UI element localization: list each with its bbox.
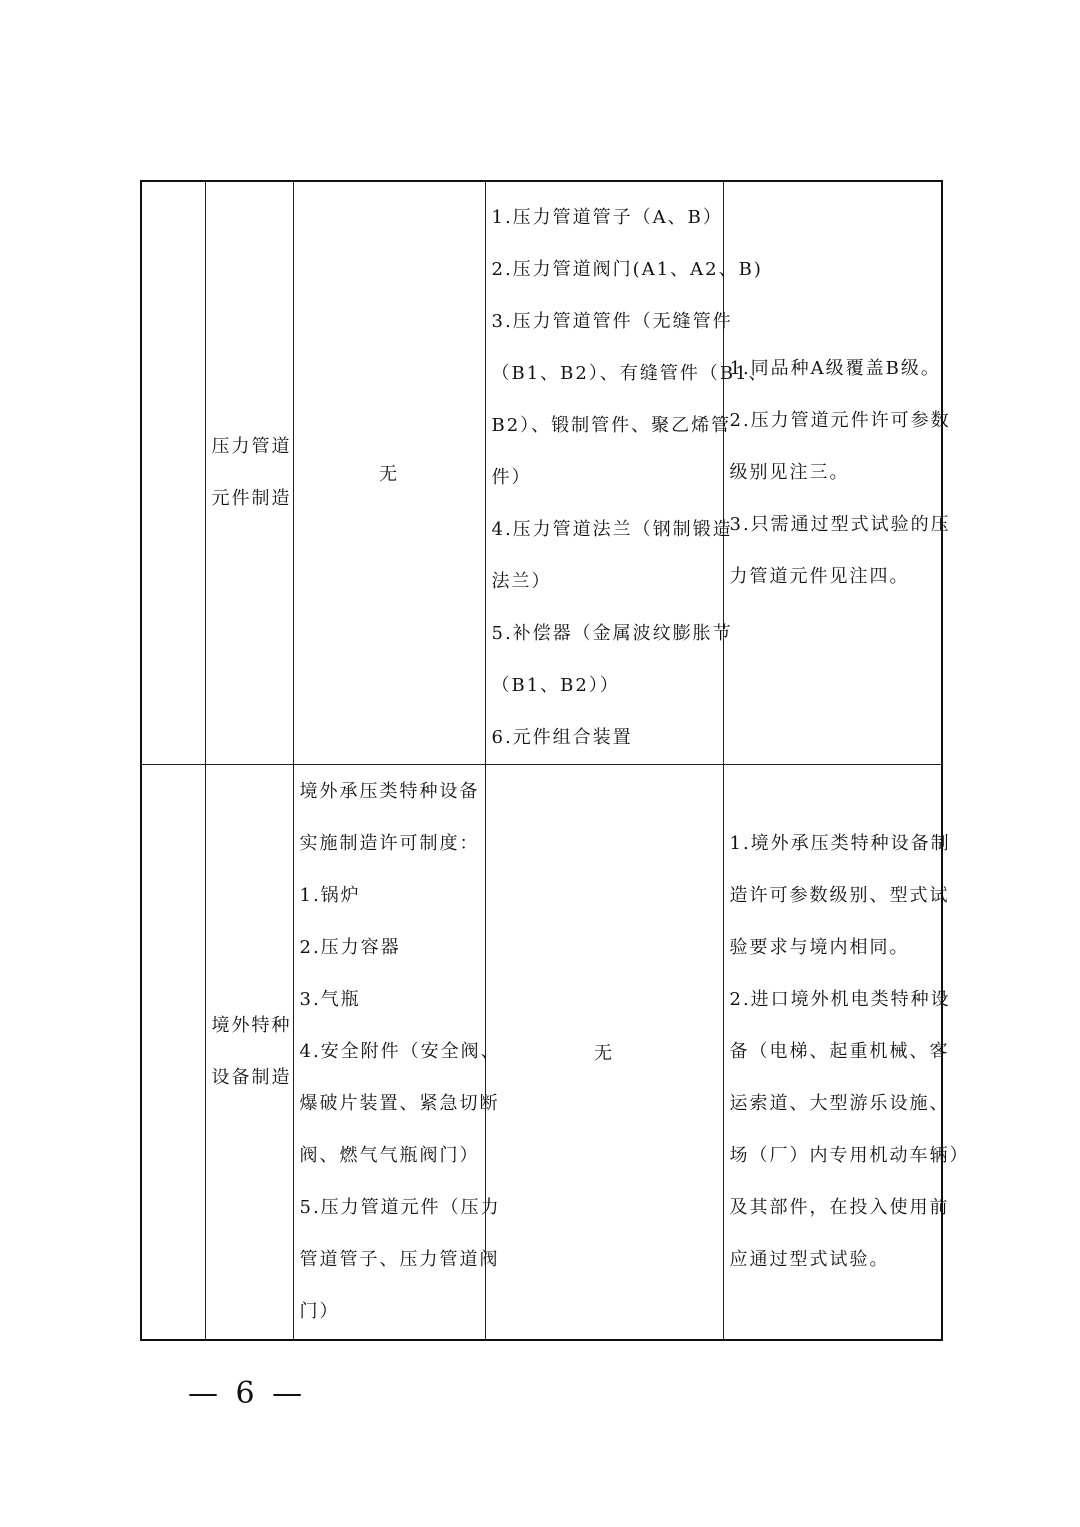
requirement-line: 1.锅炉: [299, 884, 361, 906]
note-line: 运索道、大型游乐设施、: [729, 1092, 950, 1114]
item-line: （B1、B2））: [491, 675, 620, 696]
note-line: 场（厂）内专用机动车辆）: [729, 1144, 970, 1166]
item-line: 5.补偿器（金属波纹膨胀节: [491, 623, 733, 644]
note-line: 2.压力管道元件许可参数: [729, 410, 951, 431]
table-row-overseas-equipment: [141, 765, 942, 1340]
note-line: 应通过型式试验。: [729, 1248, 890, 1270]
requirement-line: 5.压力管道元件（压力: [299, 1196, 501, 1218]
requirement-cell: [293, 765, 501, 1340]
note-line: 1.同品种A级覆盖B级。: [729, 358, 941, 379]
item-line: 1.压力管道管子（A、B）: [491, 207, 723, 228]
item-line: 法兰）: [491, 571, 552, 592]
item-line: B2）、锻制管件、聚乙烯管: [491, 415, 732, 436]
requirement-cell: [293, 181, 485, 765]
requirement-line: 实施制造许可制度：: [299, 832, 480, 854]
requirement-line: 管道管子、压力管道阀: [299, 1248, 500, 1270]
note-line: 级别见注三。: [729, 462, 850, 483]
blank-cell: [141, 181, 205, 765]
item-line: 2.压力管道阀门(A1、A2、B): [491, 259, 763, 280]
notes-cell: [723, 765, 970, 1340]
category-cell: [205, 181, 293, 765]
category-line: 设备制造: [211, 1066, 292, 1088]
requirement-line: 爆破片装置、紧急切断: [299, 1092, 500, 1114]
page-number: — 6 —: [188, 1376, 307, 1411]
category-line: 境外特种: [211, 1014, 292, 1036]
item-line: 3.压力管道管件（无缝管件: [491, 311, 733, 332]
items-cell: [485, 181, 769, 765]
item-line: （B1、B2）、有缝管件（B1、: [491, 363, 769, 384]
requirement-text: 无: [379, 464, 399, 485]
table-row-pipeline-components: [141, 181, 942, 765]
note-line: 1.境外承压类特种设备制: [729, 832, 951, 854]
category-line: 元件制造: [211, 488, 292, 509]
requirement-line: 3.气瓶: [299, 988, 361, 1010]
requirement-line: 2.压力容器: [299, 936, 401, 958]
requirement-line: 4.安全附件（安全阀、: [299, 1040, 501, 1062]
permit-table: [140, 180, 970, 1341]
note-line: 力管道元件见注四。: [729, 566, 910, 587]
note-line: 造许可参数级别、型式试: [729, 884, 950, 906]
item-line: 件）: [491, 467, 532, 488]
requirement-line: 门）: [299, 1300, 340, 1322]
item-line: 4.压力管道法兰（钢制锻造: [491, 519, 733, 540]
requirement-line: 境外承压类特种设备: [299, 780, 480, 802]
blank-cell: [141, 765, 205, 1340]
item-line: 6.元件组合装置: [491, 727, 633, 748]
note-line: 3.只需通过型式试验的压: [729, 514, 951, 535]
category-line: 压力管道: [211, 436, 292, 457]
note-line: 验要求与境内相同。: [729, 936, 910, 958]
note-line: 2.进口境外机电类特种设: [729, 988, 951, 1010]
note-line: 及其部件，在投入使用前: [729, 1196, 950, 1218]
items-text: 无: [594, 1042, 614, 1064]
items-cell: [485, 765, 723, 1340]
note-line: 备（电梯、起重机械、客: [729, 1040, 950, 1062]
requirement-line: 阀、燃气气瓶阀门）: [299, 1144, 480, 1166]
category-cell: [205, 765, 293, 1340]
